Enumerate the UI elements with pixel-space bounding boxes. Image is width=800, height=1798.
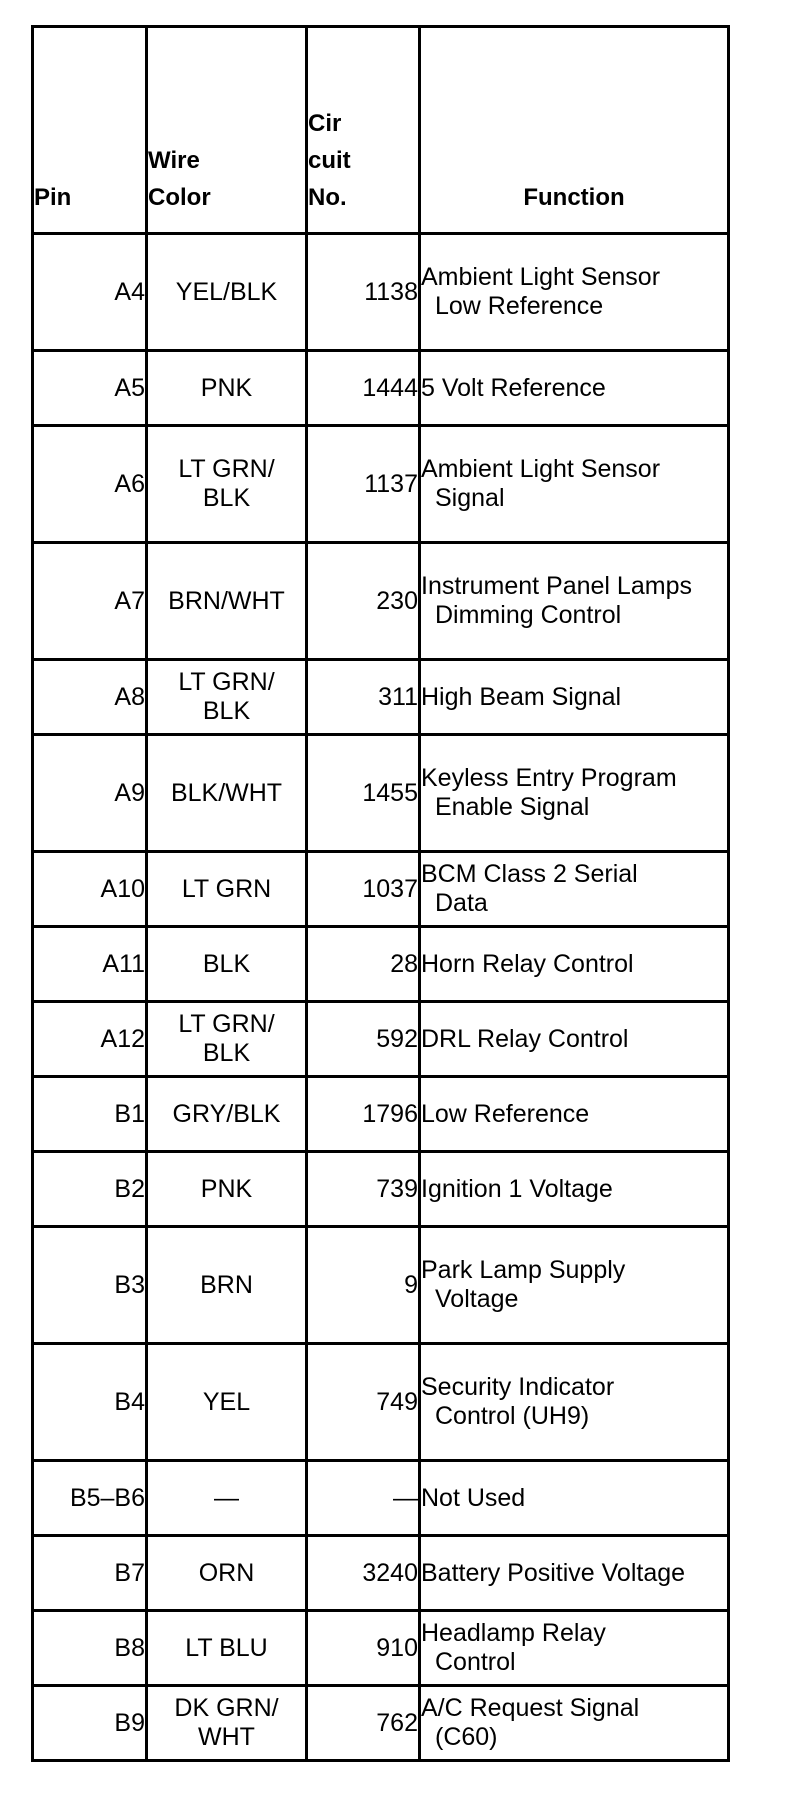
- wire-color-cell: YEL: [147, 1344, 307, 1461]
- pin-cell: A12: [33, 1002, 147, 1077]
- function-cell: Not Used: [420, 1461, 729, 1536]
- function-cell: Ambient Light Sensor Low Reference: [420, 234, 729, 351]
- circuit-cell: 28: [307, 927, 420, 1002]
- function-cell: Ignition 1 Voltage: [420, 1152, 729, 1227]
- pin-cell: A6: [33, 426, 147, 543]
- header-wire-color: Wire Color: [147, 27, 307, 234]
- table-row: [33, 1686, 729, 1761]
- function-cell: Security Indicator Control (UH9): [420, 1344, 729, 1461]
- pin-cell: B2: [33, 1152, 147, 1227]
- wire-color-cell: BLK/WHT: [147, 735, 307, 852]
- circuit-cell: 311: [307, 660, 420, 735]
- wire-color-cell: PNK: [147, 1152, 307, 1227]
- function-cell: Low Reference: [420, 1077, 729, 1152]
- wire-color-cell: BRN: [147, 1227, 307, 1344]
- circuit-cell: 1796: [307, 1077, 420, 1152]
- connector-pinout-table: [31, 25, 730, 1762]
- wire-color-cell: GRY/BLK: [147, 1077, 307, 1152]
- circuit-cell: 592: [307, 1002, 420, 1077]
- circuit-cell: 1137: [307, 426, 420, 543]
- pin-cell: B7: [33, 1536, 147, 1611]
- table-row: [33, 852, 729, 927]
- pin-cell: B3: [33, 1227, 147, 1344]
- wire-color-cell: LT GRN: [147, 852, 307, 927]
- pin-cell: B4: [33, 1344, 147, 1461]
- function-cell: High Beam Signal: [420, 660, 729, 735]
- circuit-cell: 9: [307, 1227, 420, 1344]
- wire-color-cell: YEL/BLK: [147, 234, 307, 351]
- function-cell: DRL Relay Control: [420, 1002, 729, 1077]
- circuit-cell: 1455: [307, 735, 420, 852]
- table-row: [33, 1227, 729, 1344]
- circuit-cell: 230: [307, 543, 420, 660]
- function-cell: Horn Relay Control: [420, 927, 729, 1002]
- table-row: [33, 927, 729, 1002]
- table-row: [33, 735, 729, 852]
- header-circuit-no: Cir cuit No.: [307, 27, 420, 234]
- function-cell: Park Lamp Supply Voltage: [420, 1227, 729, 1344]
- pin-cell: B5–B6: [33, 1461, 147, 1536]
- circuit-cell: 1037: [307, 852, 420, 927]
- header-pin: Pin: [33, 27, 147, 234]
- wire-color-cell: DK GRN/ WHT: [147, 1686, 307, 1761]
- header-row: [33, 27, 729, 234]
- wire-color-cell: ORN: [147, 1536, 307, 1611]
- wire-color-cell: BLK: [147, 927, 307, 1002]
- pin-cell: B9: [33, 1686, 147, 1761]
- function-cell: Headlamp Relay Control: [420, 1611, 729, 1686]
- table-row: [33, 1536, 729, 1611]
- wire-color-cell: PNK: [147, 351, 307, 426]
- table-row: [33, 1152, 729, 1227]
- function-cell: Keyless Entry Program Enable Signal: [420, 735, 729, 852]
- circuit-cell: 739: [307, 1152, 420, 1227]
- function-cell: Ambient Light Sensor Signal: [420, 426, 729, 543]
- pin-cell: A8: [33, 660, 147, 735]
- table-row: [33, 1002, 729, 1077]
- pin-cell: B8: [33, 1611, 147, 1686]
- table-row: [33, 351, 729, 426]
- table-row: [33, 543, 729, 660]
- header-function: Function: [420, 27, 729, 234]
- wire-color-cell: LT BLU: [147, 1611, 307, 1686]
- pin-cell: A7: [33, 543, 147, 660]
- table-row: [33, 1344, 729, 1461]
- wire-color-cell: LT GRN/ BLK: [147, 660, 307, 735]
- function-cell: Instrument Panel Lamps Dimming Control: [420, 543, 729, 660]
- table-row: [33, 1077, 729, 1152]
- wire-color-cell: BRN/WHT: [147, 543, 307, 660]
- circuit-cell: 3240: [307, 1536, 420, 1611]
- pin-cell: B1: [33, 1077, 147, 1152]
- table-row: [33, 1611, 729, 1686]
- circuit-cell: 1138: [307, 234, 420, 351]
- wire-color-cell: LT GRN/ BLK: [147, 1002, 307, 1077]
- circuit-cell: —: [307, 1461, 420, 1536]
- wire-color-cell: LT GRN/ BLK: [147, 426, 307, 543]
- function-cell: BCM Class 2 Serial Data: [420, 852, 729, 927]
- function-cell: 5 Volt Reference: [420, 351, 729, 426]
- table-row: [33, 660, 729, 735]
- circuit-cell: 910: [307, 1611, 420, 1686]
- pin-cell: A9: [33, 735, 147, 852]
- circuit-cell: 762: [307, 1686, 420, 1761]
- table-row: [33, 426, 729, 543]
- pin-cell: A10: [33, 852, 147, 927]
- circuit-cell: 1444: [307, 351, 420, 426]
- pin-cell: A4: [33, 234, 147, 351]
- wire-color-cell: —: [147, 1461, 307, 1536]
- function-cell: Battery Positive Voltage: [420, 1536, 729, 1611]
- pin-cell: A5: [33, 351, 147, 426]
- function-cell: A/C Request Signal (C60): [420, 1686, 729, 1761]
- pin-cell: A11: [33, 927, 147, 1002]
- circuit-cell: 749: [307, 1344, 420, 1461]
- table-row: [33, 1461, 729, 1536]
- table-row: [33, 234, 729, 351]
